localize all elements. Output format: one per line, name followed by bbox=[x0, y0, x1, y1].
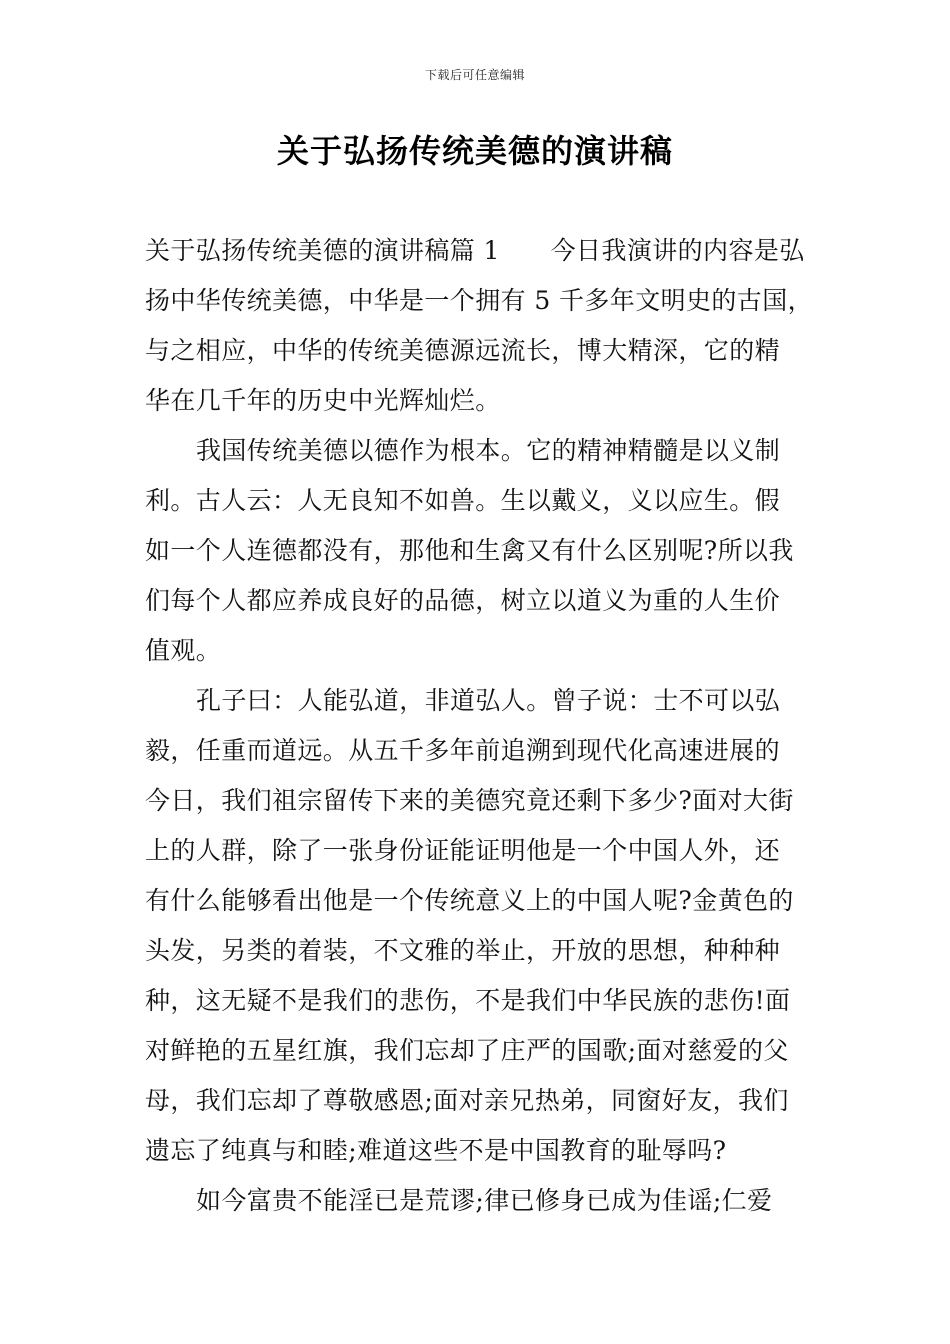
body-text-line: 我国传统美德以德作为根本。它的精神精髓是以义制 bbox=[196, 436, 781, 465]
body-text-line: 上的人群，除了一张身份证能证明他是一个中国人外，还 bbox=[145, 836, 781, 865]
body-text-line: 有什么能够看出他是一个传统意义上的中国人呢?金黄色的 bbox=[145, 886, 794, 915]
document-title: 关于弘扬传统美德的演讲稿 bbox=[276, 132, 673, 170]
body-text-line: 毅，任重而道远。从五千多年前追溯到现代化高速进展的 bbox=[145, 736, 781, 765]
body-text-line: 扬中华传统美德，中华是一个拥有 5 千多年文明史的古国， bbox=[145, 286, 814, 315]
body-text-line: 值观。 bbox=[145, 636, 222, 665]
body-text-line: 今日，我们祖宗留传下来的美德究竟还剩下多少?面对大街 bbox=[145, 786, 794, 815]
body-text-line: 对鲜艳的五星红旗，我们忘却了庄严的国歌;面对慈爱的父 bbox=[145, 1036, 789, 1065]
body-text-line: 孔子曰：人能弘道，非道弘人。曾子说：士不可以弘 bbox=[196, 686, 781, 715]
body-text-line: 华在几千年的历史中光辉灿烂。 bbox=[145, 386, 501, 415]
body-text-line: 关于弘扬传统美德的演讲稿篇 1 今日我演讲的内容是弘 bbox=[145, 236, 805, 265]
body-text-line: 如一个人连德都没有，那他和生禽又有什么区别呢?所以我 bbox=[145, 536, 794, 565]
body-text-line: 遗忘了纯真与和睦;难道这些不是中国教育的耻辱吗? bbox=[145, 1136, 727, 1165]
document-body bbox=[145, 226, 814, 1226]
body-text-line: 与之相应，中华的传统美德源远流长，博大精深，它的精 bbox=[145, 336, 781, 365]
header-note: 下载后可任意编辑 bbox=[424, 68, 525, 82]
body-text-line: 头发，另类的着装，不文雅的举止，开放的思想，种种种 bbox=[145, 936, 781, 965]
body-text-line: 母，我们忘却了尊敬感恩;面对亲兄热弟，同窗好友，我们 bbox=[145, 1086, 789, 1115]
body-text-line: 利。古人云：人无良知不如兽。生以戴义，义以应生。假 bbox=[145, 486, 781, 515]
body-text-line: 们每个人都应养成良好的品德，树立以道义为重的人生价 bbox=[145, 586, 781, 615]
body-text-line: 如今富贵不能淫已是荒谬;律已修身已成为佳谣;仁爱 bbox=[196, 1186, 773, 1215]
body-text-line: 种，这无疑不是我们的悲伤，不是我们中华民族的悲伤!面 bbox=[145, 986, 791, 1015]
